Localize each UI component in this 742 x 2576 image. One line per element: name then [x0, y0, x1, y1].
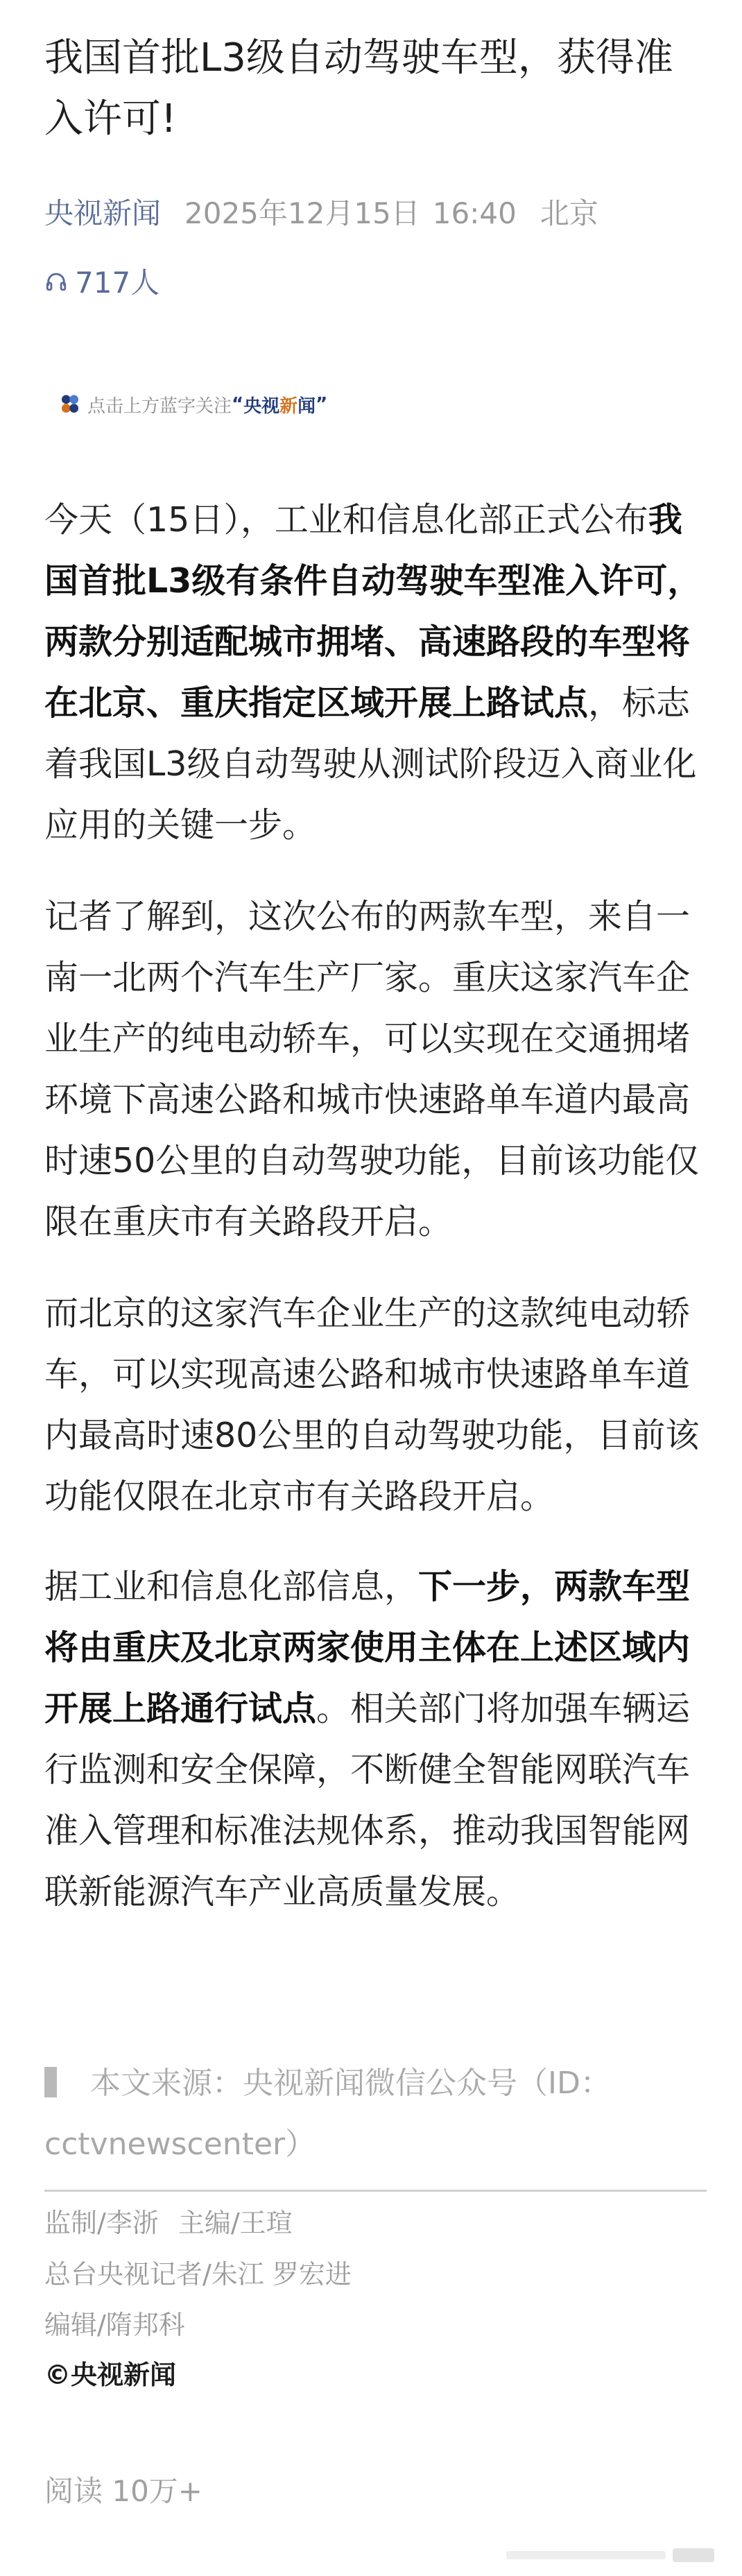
banner-brand-a: 央视 — [243, 395, 280, 417]
paragraph-4 — [44, 1556, 710, 1923]
banner-quote-open: “ — [232, 394, 244, 415]
paragraph-bold-segment: 下一步，两款车型将由重庆及北京两家使用主体在上述区域内开展上路通行试点 — [44, 1567, 691, 1728]
paragraph-segment: 记者了解到，这次公布的两款车型，来自一南一北两个汽车生产厂家。重庆这家汽车企业生产的纯电动轿车，可以实现在交通拥堵环境下高速公路和城市快速路单车道内最高时速50公里的自动驾驶功能，目前该功能仅限在重庆市有关路段开启。 — [44, 897, 700, 1242]
cctv-logo-icon — [58, 393, 82, 416]
paragraph-bold-segment: 我国首批L3级有条件自动驾驶车型准入许可，两款分别适配城市拥堵、高速路段的车型将在北京、重庆指定区域开展上路试点 — [44, 500, 702, 723]
watermark-icon — [506, 2545, 714, 2565]
paragraph-segment: 今天（15日），工业和信息化部正式公布 — [44, 500, 648, 540]
banner-brand-c: 闻 — [297, 395, 316, 417]
divider — [44, 2190, 707, 2192]
credit-reporters: 总台央视记者/朱江 罗宏进 — [44, 2259, 352, 2290]
copyright: ©央视新闻 — [44, 2360, 177, 2390]
follow-prompt: 点击上方蓝字关注 — [87, 395, 232, 417]
publish-location: 北京 — [540, 196, 598, 230]
publish-time: 16:40 — [432, 196, 517, 230]
credit-editor-in-chief: 主编/王瑄 — [178, 2208, 293, 2238]
headphones-icon — [44, 269, 68, 293]
paragraph-segment: 。相关部门将加强车辆运行监测和安全保障，不断健全智能网联汽车准入管理和标准法规体系，推动我国智能网联新能源汽车产业高质量发展。 — [44, 1689, 691, 1912]
listen-button[interactable] — [44, 260, 159, 302]
follow-banner[interactable] — [58, 387, 327, 422]
banner-quote-close: ” — [316, 394, 328, 415]
paragraph-3 — [44, 1283, 710, 1527]
paragraph-2 — [44, 886, 710, 1253]
credit-editor: 编辑/隋邦科 — [44, 2310, 185, 2340]
read-count: 阅读 10万+ — [44, 2474, 202, 2508]
paragraph-segment: 而北京的这家汽车企业生产的这款纯电动轿车，可以实现高速公路和城市快速路单车道内最高时速80公里的自动驾驶功能，目前该功能仅限在北京市有关路段开启。 — [44, 1294, 700, 1516]
paragraph-segment: ，标志着我国L3级自动驾驶从测试阶段迈入商业化应用的关键一步。 — [44, 683, 697, 845]
publish-date: 2025年12月15日 — [184, 196, 420, 230]
credit-line-1 — [44, 2202, 293, 2244]
article-title: 我国首批L3级自动驾驶车型，获得准入许可! — [44, 35, 673, 141]
source-note-text: 本文来源：央视新闻微信公众号（ID：cctvnewscenter） — [44, 2066, 611, 2162]
source-bar-icon — [44, 2067, 57, 2097]
paragraph-segment: 据工业和信息化部信息， — [44, 1567, 419, 1606]
source-note — [44, 2053, 710, 2175]
source-account-link[interactable]: 央视新闻 — [44, 196, 162, 230]
paragraph-1 — [44, 490, 710, 856]
banner-brand-b: 新 — [279, 395, 298, 417]
listener-count: 717人 — [75, 266, 160, 300]
credit-supervisor: 监制/李浙 — [44, 2208, 159, 2238]
article-meta — [44, 193, 598, 234]
